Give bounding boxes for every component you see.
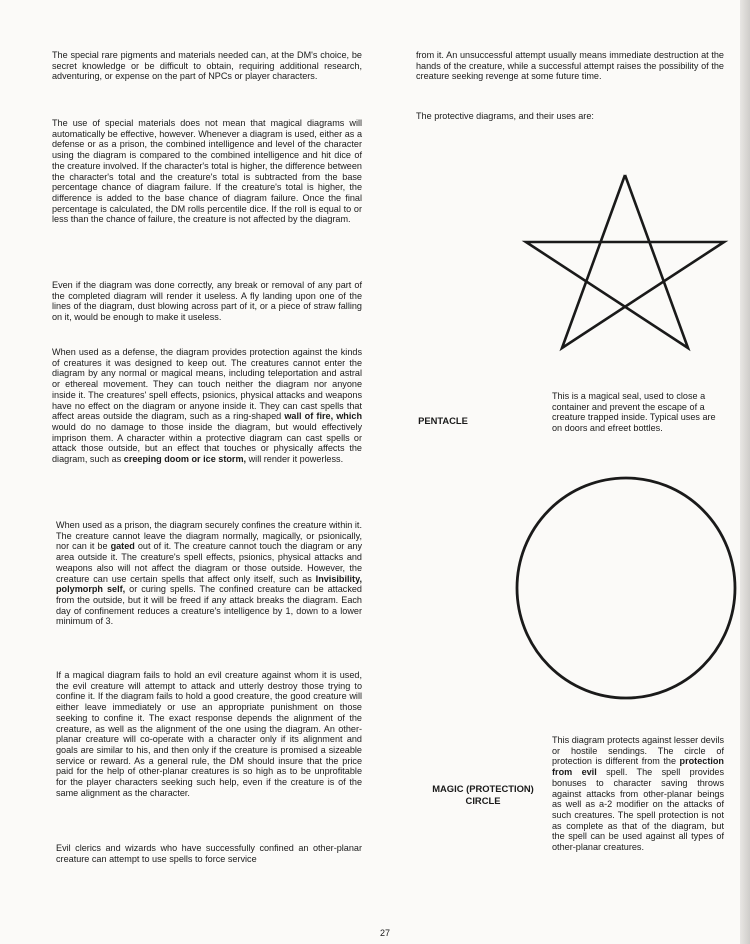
page-number: 27 (379, 928, 390, 938)
p4-seg-a: When used as a defense, the diagram provides protection against the kinds of creatures it was designed to keep out. The creatures cannot enter the diagram by any normal or magical means, including teleportation and astral or ethereal movement. They can touch neither the diagram nor anyone inside it. The creatures' spell effects, psionics, physical attacks and weapons have no effect on the diagram or anyone inside it. They can cast spells that affect areas outside the diagram, such as a ring-shaped (52, 347, 362, 422)
left-p1-text: The special rare pigments and materials needed can, at the DM's choice, be secret knowledge or be difficult to obtain, requiring additional research, adventuring, or expense on the part of NPCs or player characters. (52, 50, 362, 82)
right-p2-text: The protective diagrams, and their uses are: (416, 111, 594, 121)
circle-desc-seg-a: This diagram protects against lesser devils or hostile sendings. The circle of protection is different from the (552, 735, 724, 767)
circle-desc-seg-b: spell. The spell provides bonuses to character saving throws against attacks from other-planar beings as well as a-2 modifier on the attacks of such creatures. The spell protection is not as complete as that of the diagram, but the spell can be used against all types of other-planar creatures. (552, 767, 725, 853)
magic-circle-label (420, 783, 546, 807)
spell-wall-of-fire: wall of fire, which (284, 411, 362, 422)
p4-seg-c: would do no damage to those inside the diagram, but would effectively imprison them. A character within a protective diagram can cast spells or attack those outside, but an effect that touches or physically affects the diagram, such as (52, 421, 362, 465)
p4-seg-d: will render it powerless. (246, 454, 344, 465)
p5-seg-d: or curing spells. The confined creature can be attacked from the outside, but it will be freed if any attack breaks the diagram. Each day of confinement reduces a creature's intelligence by 1, down to a lower minimum of 3. (56, 584, 362, 627)
p5-seg-c: out of it. The creature cannot touch the diagram or any area outside it. The creature's spell effects, psionics, physical attacks and weapons also will not affect the diagram or those outside. However, the creature can use certain spells that affect only itself, such as (56, 541, 363, 584)
left-p6-text: If a magical diagram fails to hold an evil creature against whom it is used, the evil creature will attempt to attack and utterly destroy those trying to confine it. If the diagram fails to hold a good creature, the good creature will either leave immediately or use an appropriate punishment on those seeking to confine it. The exact response depends the alignment of the creature, as well as the alignment of the one using the diagram. An other-planar creature will co-operate with a character only if its alignment and goals are similar to his, and then only if the creature is promised a sizeable service or reward. As a general rule, the DM should insure that the price paid for the help of other-planar creatures is so high as to be unprofitable for the player characters seeking such help, even if the creature is of the same alignment as the character. (56, 670, 362, 798)
spell-creeping-doom: creeping doom or ice storm, (123, 454, 247, 465)
pentacle-label: PENTACLE (418, 415, 468, 426)
magic-circle-description (552, 735, 724, 853)
magic-circle-description-text (552, 735, 724, 853)
spell-invisibility: Invisibility, polymorph self, (56, 573, 362, 595)
pentacle-description-text: This is a magical seal, used to close a container and prevent the escape of a creature trapped inside. Typical uses are on doors and efreet bottles. (552, 391, 716, 434)
magic-circle-label-line2: CIRCLE (465, 795, 501, 806)
left-p2-text: The use of special materials does not mean that magical diagrams will automatically be effective, however. Whenever a diagram is used, either as a defense or as a prison, the combined intelligence and level of the character using the diagram is compared to the combined intelligence and hit dice of the creature involved. If the character's total is higher, the difference between the character's total and the creature's total is subtracted from the base percentage chance of diagram failure. If the creature's total is higher, the difference is added to the base chance of diagram failure. Once the final percentage is calculated, the DM rolls percentile dice. If the roll is equal to or less than the chance of failure, the creature is not affected by the diagram. (52, 118, 362, 225)
left-p7-text: Evil clerics and wizards who have successfully confined an other-planar creature can attempt to use spells to force service (56, 843, 362, 864)
spell-gated: gated (110, 541, 135, 552)
p5-seg-a: When used as a prison, the diagram securely confines the creature within it. The creature cannot leave the diagram normally, magically, or psionically, nor can it be (56, 520, 362, 552)
magic-circle-label-line1: MAGIC (PROTECTION) (432, 783, 534, 794)
spell-protection-from-evil: protection from evil (552, 756, 724, 778)
right-p1-text: from it. An unsuccessful attempt usually means immediate destruction at the hands of the creature, while a successful attempt raises the possibility of the creature seeking revenge at some future time. (416, 50, 724, 82)
left-p3-text: Even if the diagram was done correctly, any break or removal of any part of the completed diagram will render it useless. A fly landing upon one of the lines of the diagram, dust blowing across part of it, or a piece of straw falling on it, would be enough to make it useless. (52, 280, 362, 323)
